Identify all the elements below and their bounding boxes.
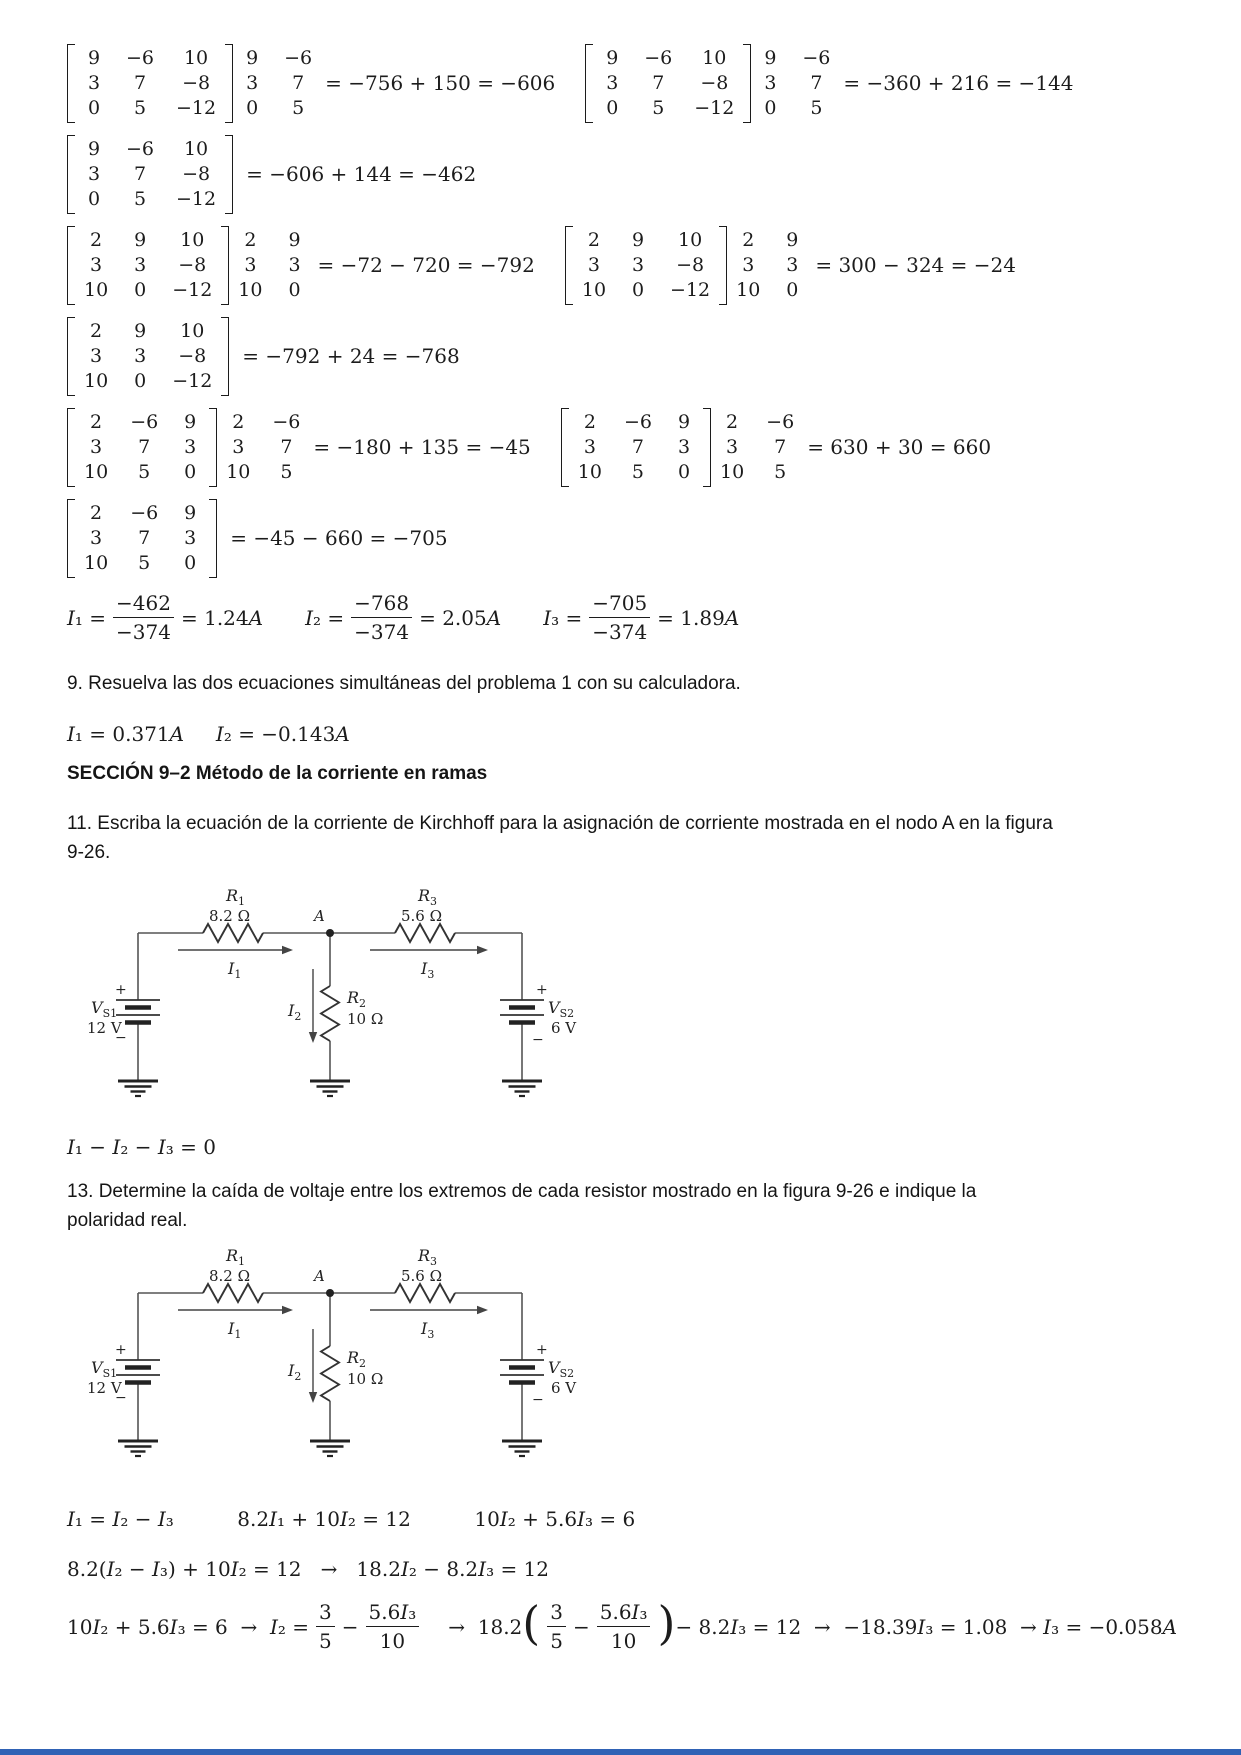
r1-value: 8.2 Ω (209, 907, 251, 925)
current-arrow-i1 (178, 946, 293, 954)
resistor-r1 (203, 1284, 263, 1302)
paragraph-line: 9-26. (67, 842, 111, 863)
arrow-head (309, 1392, 317, 1403)
r2-value: 10 Ω (347, 1010, 384, 1028)
matrix-cell: −12 (172, 370, 213, 392)
vs1-minus-sign: − (115, 1390, 127, 1406)
right-bracket (209, 408, 217, 487)
matrix-cell: 10 (180, 229, 205, 251)
big-parenthesis: ( (522, 1595, 541, 1650)
right-bracket (209, 499, 217, 578)
r1-value: 8.2 Ω (209, 1267, 251, 1285)
matrix-cell: 7 (652, 72, 665, 94)
r2-value: 10 Ω (347, 1370, 384, 1388)
fraction (351, 590, 412, 645)
matrix-cell: 2 (90, 411, 103, 433)
fraction-denominator: 5 (550, 1629, 563, 1653)
node-a-dot (326, 1289, 334, 1297)
fraction (589, 590, 650, 645)
matrix-cell: 10 (180, 320, 205, 342)
matrix-cell: 3 (587, 254, 600, 276)
determinant-result: = −792 + 24 = −768 (242, 344, 460, 368)
right-bracket (703, 408, 711, 487)
r1-label: $R_1$ (226, 1246, 246, 1268)
equation-text: = 1.24A (180, 605, 264, 630)
fraction-denominator: −374 (116, 620, 171, 644)
matrix-cell: 2 (742, 229, 755, 251)
equation-text: → 18.2 (448, 1614, 523, 1639)
matrix-cell: 2 (90, 229, 103, 251)
matrix-cell: 3 (606, 72, 619, 94)
matrix-cell: −8 (676, 254, 705, 276)
determinant-block (67, 317, 460, 396)
matrix-cell: 2 (90, 320, 103, 342)
determinant-row (67, 499, 1201, 578)
matrix-cell: 2 (232, 411, 245, 433)
paragraph-line: polaridad real. (67, 1210, 188, 1231)
node-a-label: A (314, 907, 325, 925)
paragraph-line: 13. Determine la caída de voltaje entre los extremos de cada resistor mostrado en la figura 9-26 e indique la (67, 1181, 977, 1202)
matrix-cell: −6 (130, 502, 159, 524)
matrix-cell: 2 (587, 229, 600, 251)
matrix-cell: 9 (606, 47, 619, 69)
matrix-cell: 10 (183, 47, 209, 69)
matrix-cell: 2 (244, 229, 257, 251)
fraction-denominator: 10 (379, 1629, 406, 1653)
matrix-cell: 10 (736, 279, 761, 301)
matrix-cell: −6 (644, 47, 673, 69)
node-a-label: A (314, 1267, 325, 1285)
figure-9-26-first (85, 881, 1201, 1109)
matrix-cell: −6 (126, 47, 155, 69)
fraction (316, 1599, 335, 1654)
left-bracket (67, 317, 75, 396)
figure-9-26-circuit (85, 881, 585, 1109)
equation-text: 10I₂ + 5.6I₃ = 6 → I₂ = (67, 1614, 310, 1639)
determinant-result: = 630 + 30 = 660 (807, 435, 992, 459)
matrix-cell: 5 (133, 97, 147, 119)
matrix-cell: 3 (786, 254, 799, 276)
matrix-cell: 9 (134, 229, 147, 251)
vs1-minus-sign: − (115, 1030, 127, 1046)
matrix-cell: 3 (232, 436, 245, 458)
resistor-r2 (321, 1346, 339, 1401)
vs1-value: 12 V (87, 1019, 122, 1037)
equation-text: − (572, 1614, 590, 1639)
fraction-numerator: −462 (113, 590, 174, 618)
battery-vs2 (500, 1000, 544, 1023)
left-bracket (565, 226, 573, 305)
fraction (113, 590, 174, 645)
matrix-cell: 3 (288, 254, 301, 276)
determinant-row (67, 226, 1201, 305)
problem-13-text (67, 1177, 1201, 1235)
i1-label: $I_1$ (228, 1319, 242, 1341)
matrix-cell: −6 (802, 47, 831, 69)
determinant-result: = 300 − 324 = −24 (815, 253, 1016, 277)
vs1-plus-sign: + (115, 1342, 127, 1358)
arrow-head (477, 1306, 488, 1314)
matrix-cell: 5 (652, 97, 665, 119)
matrix-cell: 9 (786, 229, 799, 251)
vs1-label: $V_{S1}$ (91, 1358, 118, 1380)
matrix-cell: 9 (246, 47, 259, 69)
left-bracket (67, 408, 75, 487)
matrix-cell: 0 (134, 370, 147, 392)
vs2-value: 6 V (551, 1379, 577, 1397)
ground-symbol (310, 1081, 350, 1096)
arrow-head (282, 1306, 293, 1314)
vs1-label: $V_{S1}$ (91, 998, 118, 1020)
matrix-cell: −6 (272, 411, 301, 433)
arrow-head (477, 946, 488, 954)
determinant-result: = −756 + 150 = −606 (325, 71, 556, 95)
i2-label: $I_2$ (288, 1001, 302, 1023)
matrix-cell: 0 (606, 97, 619, 119)
left-bracket (67, 44, 75, 123)
matrix-cell: 3 (184, 527, 197, 549)
i2-label: $I_2$ (288, 1361, 302, 1383)
r1-label: $R_1$ (226, 886, 246, 908)
paragraph-line: 11. Escriba la ecuación de la corriente de Kirchhoff para la asignación de corriente mostrada en el nodo A en la figura (67, 813, 1053, 834)
matrix-cell: 10 (84, 370, 109, 392)
matrix-cell: 9 (288, 229, 301, 251)
r2-label: $R_2$ (347, 1348, 367, 1370)
matrix-cell: 3 (632, 254, 645, 276)
matrix-cell: 0 (184, 461, 197, 483)
fraction-denominator: −374 (592, 620, 648, 644)
determinant-block (585, 44, 1073, 123)
right-bracket (221, 226, 229, 305)
page-bottom-edge (0, 1749, 1241, 1755)
matrix-cell: −8 (700, 72, 729, 94)
matrix-cell: −6 (284, 47, 313, 69)
matrix (75, 226, 221, 305)
determinant-row (67, 408, 1201, 487)
matrix-cell: 0 (288, 279, 301, 301)
matrix-cell: 3 (90, 436, 103, 458)
branch-equations-line1: I₁ = I₂ − I₃ 8.2I₁ + 10I₂ = 12 10I₂ + 5.6I₃ = 6 (67, 1507, 636, 1531)
matrix-cell: 5 (631, 461, 645, 483)
vs2-plus-sign: + (536, 1342, 548, 1358)
repeat-columns (711, 408, 794, 487)
section-header: SECCIÓN 9–2 Método de la corriente en ramas (67, 763, 488, 784)
matrix-cell: 3 (134, 254, 147, 276)
matrix-cell: 2 (726, 411, 739, 433)
left-bracket (67, 135, 75, 214)
fraction-denominator: 5 (319, 1629, 332, 1653)
matrix-cell: 3 (87, 163, 101, 185)
ground-symbol (310, 1441, 350, 1456)
matrix-cell: 5 (810, 97, 823, 119)
determinant-result: = −72 − 720 = −792 (317, 253, 535, 277)
matrix-cell: 5 (133, 188, 147, 210)
problem-9-text: 9. Resuelva las dos ecuaciones simultáneas del problema 1 con su calculadora. (67, 673, 741, 694)
ground-symbol (502, 1441, 542, 1456)
matrix-cell: 3 (583, 436, 596, 458)
matrix-cell: 7 (138, 527, 151, 549)
r2-label: $R_2$ (347, 988, 367, 1010)
matrix-cell: 3 (726, 436, 739, 458)
matrix-cell: 7 (138, 436, 151, 458)
matrix-cell: 2 (90, 502, 103, 524)
fraction-numerator: −705 (589, 590, 650, 618)
matrix-cell: 10 (678, 229, 703, 251)
matrix-cell: 3 (90, 527, 103, 549)
matrix-cell: 7 (774, 436, 787, 458)
determinant-block (67, 499, 448, 578)
matrix-cell: 10 (577, 461, 602, 483)
determinant-row (67, 44, 1201, 123)
determinant-result: = −360 + 216 = −144 (843, 71, 1074, 95)
figure-9-26-second (85, 1241, 1201, 1469)
vs2-label: $V_{S2}$ (548, 1358, 575, 1380)
matrix-cell: 5 (280, 461, 293, 483)
matrix-cell: −12 (176, 188, 217, 210)
vs2-label: $V_{S2}$ (548, 998, 575, 1020)
equation-text: I₂ = (305, 605, 345, 630)
arrow-head (282, 946, 293, 954)
matrix-cell: 3 (184, 436, 197, 458)
repeat-columns (217, 408, 300, 487)
matrix-cell: 3 (134, 345, 147, 367)
matrix-cell: 3 (246, 72, 259, 94)
matrix-cell: 5 (774, 461, 787, 483)
matrix-cell: 5 (292, 97, 305, 119)
matrix (75, 135, 225, 214)
equation-text: − (341, 1614, 359, 1639)
matrix-cell: 7 (631, 436, 645, 458)
matrix-cell: −6 (766, 411, 795, 433)
determinant-block (67, 408, 531, 487)
equation-text: = 2.05A (419, 605, 502, 630)
ground-symbol (118, 1441, 158, 1456)
equation-text: = 1.89A (657, 605, 740, 630)
repeat-columns (751, 44, 830, 123)
matrix-cell: 9 (87, 47, 101, 69)
r3-value: 5.6 Ω (401, 1267, 443, 1285)
vs2-value: 6 V (551, 1019, 577, 1037)
resistor-r3 (395, 1284, 455, 1302)
resistor-r1 (203, 924, 263, 942)
matrix-cell: 10 (183, 138, 209, 160)
fraction-denominator: 10 (610, 1629, 637, 1653)
left-bracket (67, 499, 75, 578)
vs1-value: 12 V (87, 1379, 122, 1397)
node-a-dot (326, 929, 334, 937)
matrix-cell: −6 (126, 138, 155, 160)
matrix-cell: 3 (742, 254, 755, 276)
matrix-cell: −12 (176, 97, 217, 119)
matrix-cell: −12 (670, 279, 711, 301)
matrix-cell: −6 (623, 411, 652, 433)
current-arrow-i2 (309, 1329, 317, 1403)
fraction (366, 1599, 420, 1654)
branch-equations-line3 (67, 1595, 1201, 1654)
matrix (75, 499, 209, 578)
matrix-cell: 10 (719, 461, 745, 483)
right-bracket (225, 135, 233, 214)
matrix-cell: 7 (133, 163, 147, 185)
matrix-cell: 0 (184, 552, 197, 574)
matrix (75, 44, 225, 123)
matrix-cell: −8 (182, 72, 211, 94)
matrix-cell: 10 (702, 47, 727, 69)
matrix-cell: −8 (178, 254, 207, 276)
current-results-line (67, 590, 1201, 645)
matrix-cell: 7 (292, 72, 305, 94)
repeat-columns (229, 226, 304, 305)
r3-label: $R_3$ (418, 1246, 438, 1268)
fraction-denominator: −374 (354, 620, 410, 644)
matrix (75, 408, 209, 487)
current-arrow-i2 (309, 969, 317, 1043)
fraction-numerator: −768 (351, 590, 412, 618)
matrix (593, 44, 743, 123)
battery-vs1 (116, 1360, 160, 1383)
problem-11-text (67, 809, 1201, 867)
matrix-cell: 0 (677, 461, 691, 483)
matrix-cell: 0 (632, 279, 645, 301)
matrix-cell: 3 (90, 345, 103, 367)
branch-equations-line2: 8.2(I₂ − I₃) + 10I₂ = 12 → 18.2I₂ − 8.2I₃ = 12 (67, 1557, 550, 1581)
matrix-cell: 9 (184, 502, 197, 524)
ground-symbol (118, 1081, 158, 1096)
matrix-cell: 9 (632, 229, 645, 251)
matrix-cell: 0 (87, 97, 101, 119)
matrix-cell: 0 (246, 97, 259, 119)
matrix-cell: 3 (244, 254, 257, 276)
fraction-numerator: 3 (316, 1599, 335, 1627)
determinant-row (67, 135, 1201, 214)
left-bracket (67, 226, 75, 305)
equation-text: I₁ = (67, 605, 107, 630)
matrix-cell: −6 (130, 411, 159, 433)
vs1-plus-sign: + (115, 982, 127, 998)
repeat-columns (233, 44, 312, 123)
fraction-numerator: 3 (547, 1599, 566, 1627)
matrix-cell: 10 (84, 552, 109, 574)
matrix-cell: 9 (677, 411, 691, 433)
matrix-cell: 10 (238, 279, 263, 301)
repeat-columns (727, 226, 802, 305)
determinant-block (561, 408, 991, 487)
determinant-result: = −606 + 144 = −462 (246, 162, 477, 186)
matrix-cell: 0 (87, 188, 101, 210)
determinant-block (67, 226, 535, 305)
r3-label: $R_3$ (418, 886, 438, 908)
matrix-cell: −8 (178, 345, 207, 367)
equation-text: I₃ = (543, 605, 583, 630)
matrix-cell: 3 (677, 436, 691, 458)
fraction (547, 1599, 566, 1654)
matrix-cell: 9 (764, 47, 777, 69)
kcl-equation: I₁ − I₂ − I₃ = 0 (67, 1135, 216, 1159)
matrix-cell: 3 (764, 72, 777, 94)
matrix-cell: 5 (138, 461, 151, 483)
resistor-r3 (395, 924, 455, 942)
matrix-cell: 3 (87, 72, 101, 94)
equation-text: − 8.2I₃ = 12 → −18.39I₃ = 1.08 → I₃ = −0.058A (675, 1614, 1178, 1639)
matrix-cell: 0 (786, 279, 799, 301)
battery-vs1 (116, 1000, 160, 1023)
r3-value: 5.6 Ω (401, 907, 443, 925)
determinant-block (67, 135, 476, 214)
right-bracket (221, 317, 229, 396)
matrix-cell: −12 (172, 279, 213, 301)
matrix-cell: 10 (581, 279, 607, 301)
vs2-minus-sign: − (532, 1392, 544, 1408)
i1-label: $I_1$ (228, 959, 242, 981)
matrix-cell: 0 (134, 279, 147, 301)
fraction (597, 1599, 651, 1654)
matrix-cell: 5 (138, 552, 151, 574)
current-arrow-i1 (178, 1306, 293, 1314)
left-bracket (561, 408, 569, 487)
matrix-cell: 7 (280, 436, 293, 458)
i3-label: $I_3$ (421, 1319, 435, 1341)
matrix-cell: −12 (694, 97, 735, 119)
matrix-cell: 10 (84, 461, 109, 483)
arrow-head (309, 1032, 317, 1043)
determinant-result: = −180 + 135 = −45 (313, 435, 531, 459)
matrix-cell: 7 (810, 72, 823, 94)
matrix-cell: 10 (226, 461, 251, 483)
matrix-cell: 2 (583, 411, 596, 433)
determinant-row (67, 317, 1201, 396)
matrix-cell: 3 (90, 254, 103, 276)
fraction-numerator: 5.6I₃ (597, 1599, 651, 1627)
problem-9-answer: I₁ = 0.371A I₂ = −0.143A (67, 722, 350, 746)
matrix (569, 408, 703, 487)
matrix-cell: 9 (87, 138, 101, 160)
current-arrow-i3 (370, 1306, 488, 1314)
battery-vs2 (500, 1360, 544, 1383)
matrix-cell: 9 (184, 411, 197, 433)
determinant-block (67, 44, 555, 123)
matrix-cell: 10 (84, 279, 109, 301)
determinant-block (565, 226, 1016, 305)
big-parenthesis: ) (657, 1595, 676, 1650)
i3-label: $I_3$ (421, 959, 435, 981)
right-bracket (719, 226, 727, 305)
current-arrow-i3 (370, 946, 488, 954)
matrix-cell: 9 (134, 320, 147, 342)
matrix-cell: −8 (182, 163, 211, 185)
vs2-minus-sign: − (532, 1032, 544, 1048)
left-bracket (585, 44, 593, 123)
figure-9-26-circuit (85, 1241, 585, 1469)
right-bracket (743, 44, 751, 123)
resistor-r2 (321, 986, 339, 1041)
determinant-result: = −45 − 660 = −705 (230, 526, 448, 550)
ground-symbol (502, 1081, 542, 1096)
vs2-plus-sign: + (536, 982, 548, 998)
matrix (573, 226, 719, 305)
fraction-numerator: 5.6I₃ (366, 1599, 420, 1627)
matrix-cell: 7 (133, 72, 147, 94)
matrix (75, 317, 221, 396)
matrix-cell: 0 (764, 97, 777, 119)
right-bracket (225, 44, 233, 123)
